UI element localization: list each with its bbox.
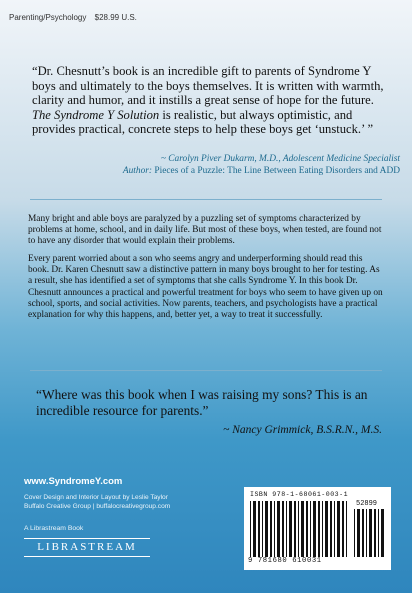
endorsement-quote-1	[32, 64, 388, 137]
divider-top	[30, 199, 382, 200]
quote-1-text: “Dr. Chesnutt’s book is an incredible gift to parents of Syndrome Y boys and ultimately to the boys themselves. It is written with warmth, clarity and humor, and it instills a great sense of hope for the future. The Syndrome Y Solution is realistic, but always optimistic, and provides practical, concrete steps to help these boys get ‘unstuck.’ ”	[32, 64, 384, 137]
publisher-note: A Librastream Book	[24, 525, 84, 532]
isbn-text: ISBN 978-1-68061-003-1	[250, 491, 349, 498]
description-paragraph-2: Every parent worried about a son who seems angry and underperforming should read this book. Dr. Karen Chesnutt saw a distinctive pattern in many boys brought to her for testing. As a result, she has identified a set of symptoms that she calls Syndrome Y. In this book Dr. Chesnutt announces a practical and powerful treatment for boys who seem to have given up on school, sports, and social activities. Now parents, teachers, and psychologists have a practical explanation for why this happens, and, better yet, a way to treat it successfully.	[28, 254, 383, 320]
credit-line-2: Buffalo Creative Group | buffalocreativegroup.com	[24, 503, 171, 510]
book-title-italic: The Syndrome Y Solution	[32, 107, 160, 122]
credit-line-1: Cover Design and Interior Layout by Leslie Taylor	[24, 494, 168, 501]
category-price-line	[9, 13, 143, 22]
divider-bottom	[30, 370, 382, 371]
attribution-1-book: Author: Pieces of a Puzzle: The Line Between Eating Disorders and ADD	[122, 165, 400, 176]
design-credits	[24, 493, 170, 511]
librastream-logo: LIBRASTREAM	[24, 538, 150, 557]
category-label: Parenting/Psychology	[9, 13, 87, 22]
description-paragraph-1: Many bright and able boys are paralyzed by a puzzling set of symptoms characterized by problems at home, school, and in daily life. But most of these boys, when tested, are found not to have any disorder that would explain their problems.	[28, 214, 382, 247]
endorsement-quote-2: “Where was this book when I was raising my sons? This is an incredible resource for parents.”	[36, 387, 368, 418]
website-link[interactable]: www.SyndromeY.com	[24, 476, 123, 487]
attribution-1-name: ~ Carolyn Piver Dukarm, M.D., Adolescent Medicine Specialist	[160, 154, 400, 164]
book-description	[28, 214, 385, 328]
ean-digits: 9 781680 610031	[248, 557, 322, 565]
barcode-bars	[250, 501, 350, 557]
quote-2-attribution: ~ Nancy Grimmick, B.S.R.N., M.S.	[223, 424, 382, 436]
quote-1-attribution	[70, 154, 400, 177]
price-label: $28.99 U.S.	[94, 13, 137, 22]
author-label: Author:	[122, 165, 153, 176]
addon-number: 52899	[356, 500, 378, 508]
addon-barcode-bars	[354, 509, 386, 557]
isbn-barcode	[244, 487, 391, 570]
